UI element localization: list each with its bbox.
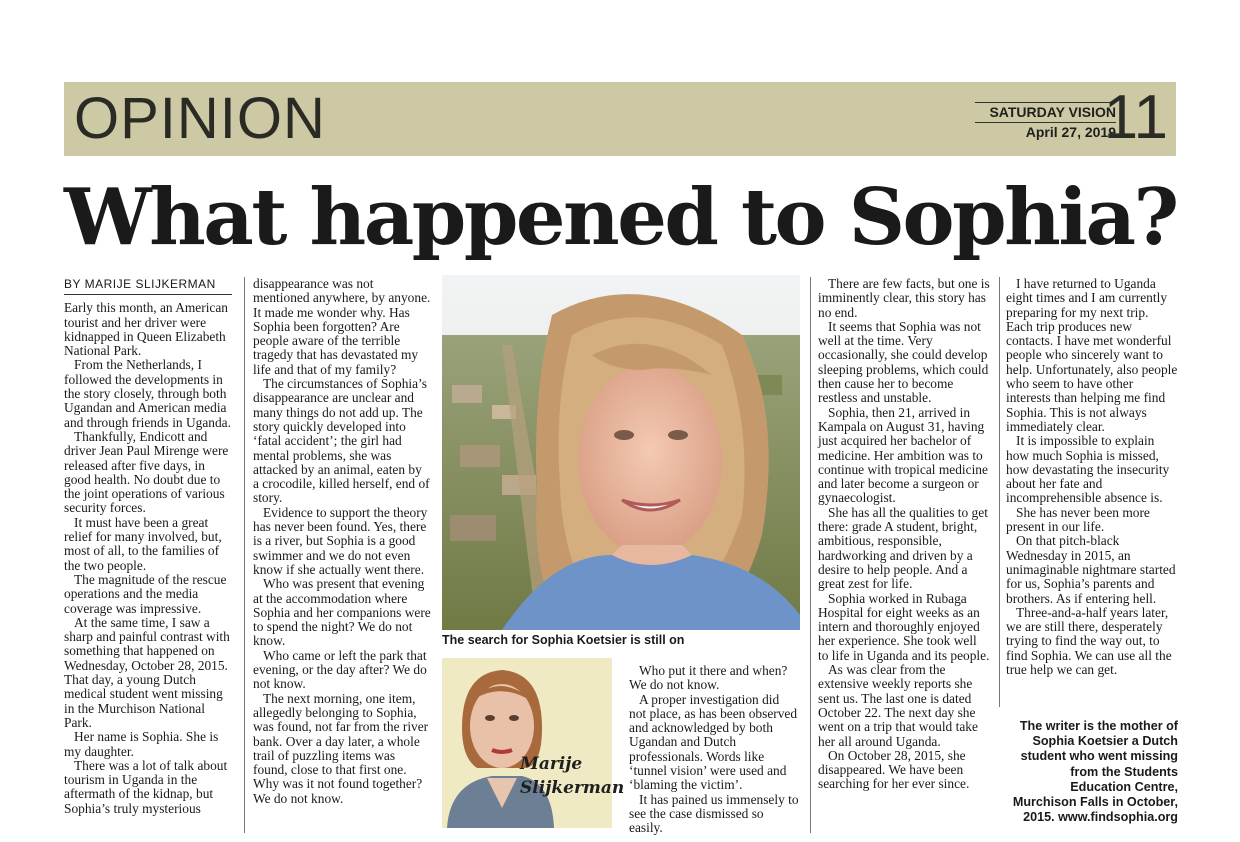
section-title: OPINION <box>74 86 326 151</box>
paragraph: A proper investigation did not place, as has been observed and acknowledged by both Ugandan and Dutch professionals. Words like ‘tunnel vision’ were used and ‘blaming the victim’. <box>629 691 798 793</box>
paragraph: There was a lot of talk about tourism in Uganda in the aftermath of the kidnap, but Sophia’s truly mysterious <box>64 757 228 816</box>
paragraph: The circumstances of Sophia’s disappearance are unclear and many things do not add up. The story quickly developed into ‘fatal accident’; the girl had mental problems, she was attacked by an animal, eaten by a crocodile, killed herself, end of story. <box>253 376 430 506</box>
paragraph: It has pained us immensely to see the case dismissed so easily. <box>629 791 799 836</box>
publication-name: SATURDAY VISION <box>975 102 1116 123</box>
column-divider <box>810 277 811 833</box>
paragraph: On that pitch-black Wednesday in 2015, an unimaginable nightmare started for us, Sophia’s parents and brothers. As if entering hell. <box>1006 533 1176 606</box>
paragraph: Who put it there and when? We do not know. <box>629 663 788 693</box>
paragraph: Who was present that evening at the accommodation where Sophia and her companions were to spend the night? We do not know. <box>253 576 431 649</box>
author-portrait-illustration <box>442 658 625 828</box>
paragraph: On October 28, 2015, she disappeared. We have been searching for her ever since. <box>818 747 970 792</box>
paragraph: She has never been more present in our life. <box>1006 504 1150 535</box>
page-number: 11 <box>1103 83 1168 152</box>
paragraph: At the same time, I saw a sharp and painful contrast with something that happened on Wednesday, October 28, 2015. That day, a young Dutch medical student went missing in the Murchison National Park. <box>64 614 230 730</box>
paragraph: Sophia worked in Rubaga Hospital for eight weeks as an intern and thoroughly enjoyed her experience. She took well to life in Uganda and its people. <box>818 590 990 663</box>
column-divider <box>244 277 245 833</box>
paragraph: She has all the qualities to get there: grade A student, bright, ambitious, responsible, hardworking and driven by a desire to help people. And a great zest for life. <box>818 504 988 592</box>
paragraph: Sophia, then 21, arrived in Kampala on August 31, having just acquired her bachelor of medicine. Her ambition was to continue with tropical medicine and later become a surgeon or gynaecologist. <box>818 404 988 506</box>
column-divider <box>999 277 1000 707</box>
sophia-photo <box>442 275 800 630</box>
article-column-1 <box>64 277 232 816</box>
paragraph: Who came or left the park that evening, or the day after? We do not know. <box>253 647 427 692</box>
paragraph: It must have been a great relief for many involved, but, most of all, to the families of the two people. <box>64 514 222 573</box>
masthead <box>975 102 1116 141</box>
paragraph: Evidence to support the theory has never been found. Yes, there is a river, but Sophia is a good swimmer and we do not even know if she actually went there. <box>253 504 428 577</box>
paragraph: The magnitude of the rescue operations and the media coverage was impressive. <box>64 571 227 616</box>
paragraph: As was clear from the extensive weekly reports she sent us. The last one is dated October 22. The next day she went on a trip that would take her all around Uganda. <box>818 662 978 749</box>
paragraph: From the Netherlands, I followed the developments in the story closely, through both Ugandan and American media and through friends in Uganda. <box>64 357 231 430</box>
author-signature-text: Marije Slijkerman <box>520 754 625 798</box>
paragraph: Three-and-a-half years later, we are still there, desperately trying to find the way out, to find Sophia. We can use all the true help we can get. <box>1006 604 1172 678</box>
headline: What happened to Sophia? <box>64 172 1177 263</box>
paragraph: The next morning, one item, allegedly belonging to Sophia, was found, not far from the river bank. Over a day later, a whole trail of puzzling items was found, close to that first one. Why was it not found together? We do not know. <box>253 690 429 806</box>
section-header-band <box>64 82 1176 156</box>
paragraph: Her name is Sophia. She is my daughter. <box>64 729 219 759</box>
paragraph: It is impossible to explain how much Sophia is missed, how devastating the insecurity about her fate and incomprehensible absence is. <box>1006 433 1170 506</box>
paragraph: Early this month, an American tourist and her driver were kidnapped in Queen Elizabeth National Park. <box>64 300 228 359</box>
author-note: The writer is the mother of Sophia Koetsier a Dutch student who went missing from the Students Education Centre, Murchison Falls in October, 2015. www.findsophia.org <box>1012 719 1178 825</box>
paragraph: I have returned to Uganda eight times and I am currently preparing for my next trip. Each trip produces new contacts. I have met wonderful people who sincerely want to help. Unfortunately, also people who seem to have other interests than helping me find Sophia. This is not always immediately clear. <box>1006 276 1178 434</box>
article-column-2 <box>253 277 431 806</box>
paragraph: It seems that Sophia was not well at the time. Very occasionally, she could develop sleeping problems, which could then cause her to become restless and unstable. <box>818 318 989 406</box>
article-column-5 <box>1006 277 1178 677</box>
paragraph: There are few facts, but one is imminently clear, this story has no end. <box>818 276 990 320</box>
paragraph: Thankfully, Endicott and driver Jean Paul Mirenge were released after five days, in good health. No doubt due to the joint operations of various security forces. <box>64 428 229 516</box>
sophia-photo-illustration <box>442 275 800 630</box>
photo-caption: The search for Sophia Koetsier is still on <box>442 633 685 647</box>
publication-date: April 27, 2019 <box>1025 124 1116 140</box>
author-portrait <box>442 658 625 828</box>
byline: BY MARIJE SLIJKERMAN <box>64 277 232 295</box>
article-column-3 <box>629 664 799 836</box>
article-column-4 <box>818 277 990 792</box>
paragraph: disappearance was not mentioned anywhere, by anyone. It made me wonder why. Has Sophia been forgotten? Are people aware of the terrible tragedy that has devastated my life and that of my family? <box>253 276 431 377</box>
author-signature <box>520 752 625 800</box>
